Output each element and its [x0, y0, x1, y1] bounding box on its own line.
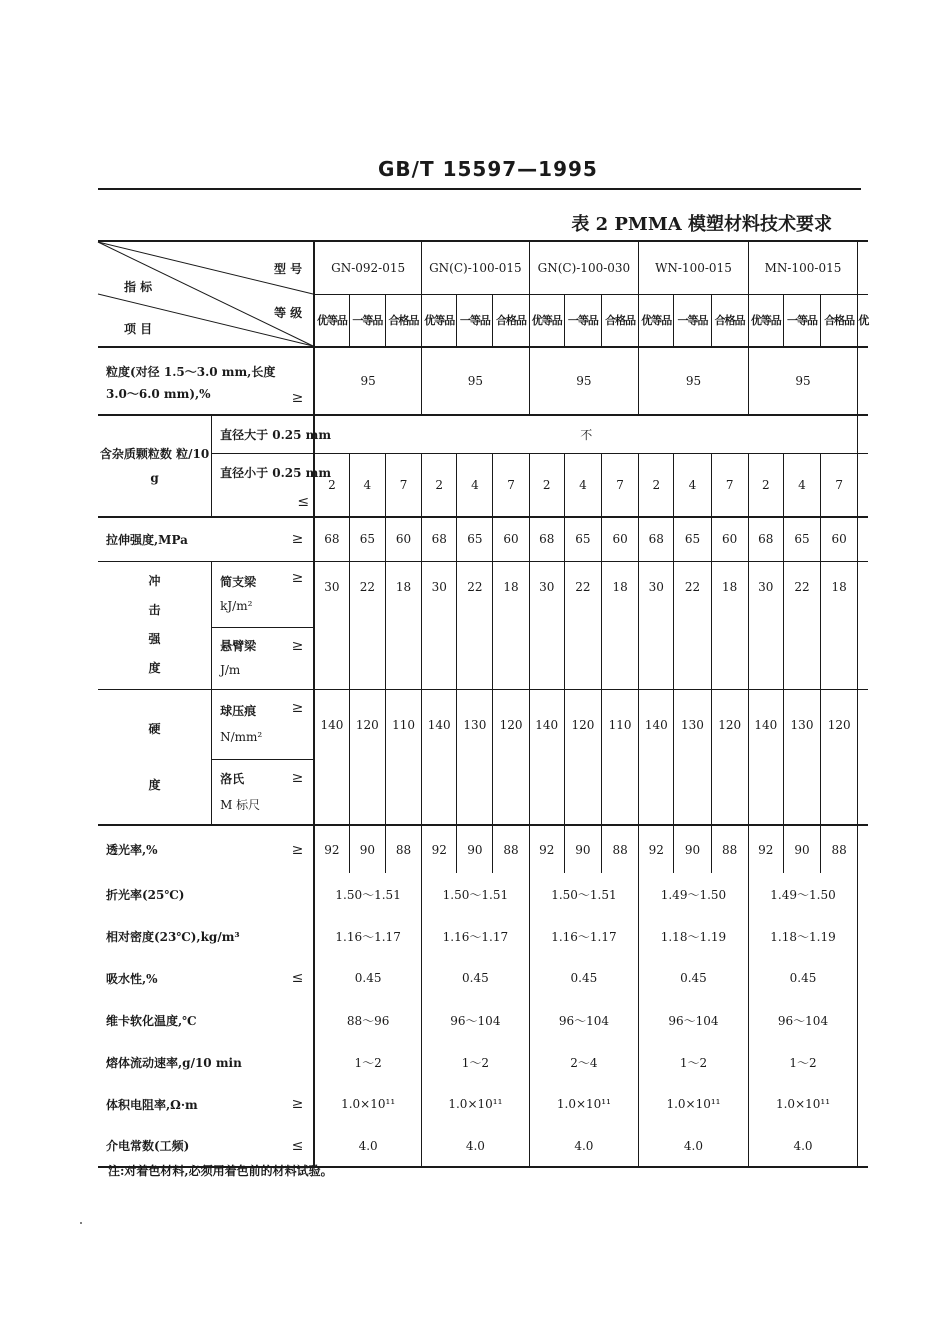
cell-value: 2	[422, 453, 457, 517]
symbol-lte: ≤	[282, 1125, 314, 1167]
spec-table	[98, 240, 868, 1168]
cell-value: 4	[783, 453, 820, 517]
cell-value: 68	[748, 517, 783, 561]
row-label-impact	[98, 561, 212, 689]
hardness-label-char: 硬	[148, 721, 161, 736]
cell-value: 90	[783, 825, 820, 873]
cell-value: 1.0×10¹¹	[314, 1083, 422, 1125]
model-header: GN-092-015	[314, 241, 422, 294]
row-label-transmittance: 透光率,%	[106, 843, 158, 857]
grade-header: 优等品	[529, 294, 564, 347]
cell-value: 65	[564, 517, 601, 561]
cell-value: 95	[529, 347, 639, 415]
cell-value: 65	[349, 517, 385, 561]
cell-value: 18	[711, 561, 748, 689]
impact-label-char: 冲	[148, 574, 161, 588]
corner-item-label: 项 目	[124, 322, 153, 336]
simple-beam-name: 简支梁	[220, 575, 257, 589]
hardness-label-char: 度	[148, 777, 161, 792]
grade-header: 优等品	[422, 294, 457, 347]
cell-value: 1.0×10¹¹	[529, 1083, 639, 1125]
cell-value: 90	[457, 825, 493, 873]
grade-header: 一等品	[783, 294, 820, 347]
cell-value: 1.18～1.19	[639, 915, 749, 957]
cell-value: 96～104	[529, 999, 639, 1041]
cell-value: 120	[493, 689, 529, 825]
cell-value: 18	[821, 561, 858, 689]
symbol-gte: ≥	[282, 627, 314, 689]
scan-speck	[80, 1222, 82, 1224]
cell-value: 68	[314, 517, 349, 561]
cell-value: 1.16～1.17	[314, 915, 422, 957]
grade-header: 优	[858, 294, 868, 347]
impact-simple-beam-label	[212, 561, 282, 627]
grade-header: 合格品	[385, 294, 421, 347]
symbol-gte: ≥	[291, 699, 304, 716]
cell-value: 18	[385, 561, 421, 689]
grade-header: 优等品	[748, 294, 783, 347]
cell-value: 68	[422, 517, 457, 561]
cell-value: 140	[529, 689, 564, 825]
cell-value: 2～4	[529, 1041, 639, 1083]
row-label-impurity: 含杂质颗粒数 粒/10 g	[99, 447, 210, 485]
cell-value: 22	[349, 561, 385, 689]
cell-value: 30	[529, 561, 564, 689]
model-header: MN-100-015	[748, 241, 858, 294]
cell-value: 22	[457, 561, 493, 689]
symbol-gte: ≥	[291, 390, 304, 406]
cell-value: 0.45	[529, 957, 639, 999]
cell-value: 0.45	[422, 957, 530, 999]
cell-value: 96～104	[422, 999, 530, 1041]
cell-value: 95	[748, 347, 858, 415]
cell-value: 96～104	[748, 999, 858, 1041]
row-label-dielectric: 介电常数(工频)	[98, 1125, 282, 1167]
impact-label-char: 强	[148, 632, 161, 646]
cell-value: 92	[422, 825, 457, 873]
hardness-ball-label	[212, 689, 282, 759]
symbol-gte: ≥	[282, 759, 314, 825]
cell-value: 0.45	[314, 957, 422, 999]
cell-value: 30	[748, 561, 783, 689]
table-footnote: 注:对着色材料,必须用着色前的材料试验。	[108, 1164, 333, 1178]
cell-value: 1～2	[314, 1041, 422, 1083]
row-label-refractive: 折光率(25℃)	[106, 887, 185, 902]
grade-header: 合格品	[493, 294, 529, 347]
grade-header: 优等品	[639, 294, 674, 347]
cell-value: 92	[748, 825, 783, 873]
corner-header	[98, 241, 314, 347]
symbol-gte: ≥	[291, 1096, 304, 1112]
ball-unit: N/mm²	[220, 730, 263, 744]
simple-beam-unit: kJ/m²	[220, 599, 253, 613]
cell-value: 4.0	[639, 1125, 749, 1167]
hardness-rockwell-label	[212, 759, 282, 825]
grade-header: 一等品	[457, 294, 493, 347]
cell-value: 7	[711, 453, 748, 517]
model-header: WN-100-015	[639, 241, 749, 294]
grade-header: 一等品	[674, 294, 711, 347]
cell-value: 4	[564, 453, 601, 517]
cell-value: 30	[422, 561, 457, 689]
row-label-resistivity: 体积电阻率,Ω·m	[106, 1097, 198, 1112]
row-label-density: 相对密度(23℃),kg/m³	[106, 929, 240, 944]
cell-value: 1.16～1.17	[529, 915, 639, 957]
impurity-large-label: 直径大于 0.25 mm	[212, 415, 315, 453]
cell-value: 4	[349, 453, 385, 517]
cell-value: 88	[821, 825, 858, 873]
cell-value: 0.45	[639, 957, 749, 999]
cell-value: 110	[385, 689, 421, 825]
cell-value: 68	[529, 517, 564, 561]
impurity-small-label-text: 直径小于 0.25 mm	[220, 465, 332, 480]
cell-value: 1.50～1.51	[529, 873, 639, 915]
cell-value: 1.49～1.50	[748, 873, 858, 915]
grade-header: 合格品	[602, 294, 639, 347]
row-label-melt: 熔体流动速率,g/10 min	[106, 1055, 242, 1070]
cell-value: 60	[493, 517, 529, 561]
symbol-gte: ≥	[291, 531, 304, 548]
cell-value: 1～2	[639, 1041, 749, 1083]
cell-value: 92	[314, 825, 349, 873]
cell-value: 120	[821, 689, 858, 825]
model-header: GN(C)-100-030	[529, 241, 639, 294]
cell-value: 120	[564, 689, 601, 825]
cell-value: 65	[674, 517, 711, 561]
cell-value: 1.49～1.50	[639, 873, 749, 915]
cell-value: 88～96	[314, 999, 422, 1041]
cell-value: 4.0	[529, 1125, 639, 1167]
cell-value: 2	[639, 453, 674, 517]
ball-name: 球压痕	[220, 704, 257, 718]
cell-value: 4.0	[314, 1125, 422, 1167]
cell-value: 90	[674, 825, 711, 873]
cell-value: 120	[711, 689, 748, 825]
cell-value: 95	[422, 347, 530, 415]
corner-indicator-label: 指 标	[124, 280, 153, 294]
cell-value: 1～2	[748, 1041, 858, 1083]
cell-value: 130	[783, 689, 820, 825]
cell-value: 65	[783, 517, 820, 561]
cell-value: 60	[385, 517, 421, 561]
cell-value: 18	[602, 561, 639, 689]
row-label-particle: 粒度(对径 1.5～3.0 mm,长度 3.0～6.0 mm),%	[106, 365, 276, 401]
cell-value: 2	[314, 453, 349, 517]
cantilever-name: 悬臂梁	[220, 639, 257, 653]
cell-value: 60	[602, 517, 639, 561]
impurity-large-value: 不	[314, 415, 858, 453]
cell-value: 120	[349, 689, 385, 825]
cell-value: 7	[821, 453, 858, 517]
cell-value: 130	[674, 689, 711, 825]
cell-value: 90	[564, 825, 601, 873]
cell-value: 4	[674, 453, 711, 517]
cell-value: 68	[639, 517, 674, 561]
cell-value: 7	[493, 453, 529, 517]
cell-value: 65	[457, 517, 493, 561]
header-rule	[98, 188, 861, 190]
row-label-tensile: 拉伸强度,MPa	[106, 532, 188, 547]
cell-value: 92	[639, 825, 674, 873]
symbol-gte: ≥	[291, 569, 304, 586]
rockwell-name: 洛氏	[220, 771, 245, 786]
grade-header: 优等品	[314, 294, 349, 347]
grade-header: 一等品	[564, 294, 601, 347]
cell-value: 60	[711, 517, 748, 561]
spec-table-container	[98, 240, 869, 1154]
cell-value: 95	[639, 347, 749, 415]
cell-value: 4	[457, 453, 493, 517]
cell-value: 140	[422, 689, 457, 825]
cell-value: 90	[349, 825, 385, 873]
standard-number: GB/T 15597—1995	[378, 157, 598, 181]
cell-value: 30	[314, 561, 349, 689]
row-label-water: 吸水性,%	[106, 971, 158, 986]
impact-label-char: 击	[148, 603, 161, 617]
cell-value: 22	[564, 561, 601, 689]
cell-value: 4.0	[422, 1125, 530, 1167]
cell-value: 88	[602, 825, 639, 873]
cell-value: 110	[602, 689, 639, 825]
cell-value: 0.45	[748, 957, 858, 999]
cell-value: 2	[529, 453, 564, 517]
model-header: GN(C)-100-015	[422, 241, 530, 294]
row-label-hardness	[98, 689, 212, 825]
cell-value: 18	[493, 561, 529, 689]
cell-value: 22	[783, 561, 820, 689]
cell-value: 1.50～1.51	[422, 873, 530, 915]
rockwell-unit: M 标尺	[220, 797, 261, 812]
cell-value: 88	[711, 825, 748, 873]
impact-label-char: 度	[148, 661, 161, 675]
cell-value: 1.0×10¹¹	[748, 1083, 858, 1125]
cell-value: 60	[821, 517, 858, 561]
table-title: 表 2 PMMA 模塑材料技术要求	[571, 214, 832, 235]
cell-value: 88	[385, 825, 421, 873]
cell-value: 130	[457, 689, 493, 825]
corner-grade-label: 等 级	[274, 306, 303, 320]
cell-value: 22	[674, 561, 711, 689]
cell-value: 2	[748, 453, 783, 517]
impact-cantilever-label	[212, 627, 282, 689]
cell-value: 1.50～1.51	[314, 873, 422, 915]
cell-value: 140	[314, 689, 349, 825]
cell-value: 88	[493, 825, 529, 873]
cell-value: 7	[385, 453, 421, 517]
grade-header: 合格品	[711, 294, 748, 347]
grade-header: 合格品	[821, 294, 858, 347]
symbol-lte: ≤	[297, 494, 310, 510]
cell-value: 95	[314, 347, 422, 415]
symbol-gte: ≥	[291, 841, 304, 858]
grade-header: 一等品	[349, 294, 385, 347]
cell-value: 7	[602, 453, 639, 517]
cell-value: 96～104	[639, 999, 749, 1041]
cell-value: 1.0×10¹¹	[639, 1083, 749, 1125]
cell-value: 4.0	[748, 1125, 858, 1167]
impurity-small-label	[212, 453, 332, 517]
row-label-vicat: 维卡软化温度,℃	[106, 1013, 197, 1028]
corner-model-label: 型 号	[274, 262, 303, 276]
symbol-lte: ≤	[291, 970, 304, 986]
cell-value: 1.16～1.17	[422, 915, 530, 957]
cell-value: 140	[639, 689, 674, 825]
cell-value: 140	[748, 689, 783, 825]
cantilever-unit: J/m	[220, 663, 241, 677]
cell-value: 30	[639, 561, 674, 689]
cell-value: 1.0×10¹¹	[422, 1083, 530, 1125]
cell-value: 1.18～1.19	[748, 915, 858, 957]
cell-value: 1～2	[422, 1041, 530, 1083]
cell-value: 92	[529, 825, 564, 873]
